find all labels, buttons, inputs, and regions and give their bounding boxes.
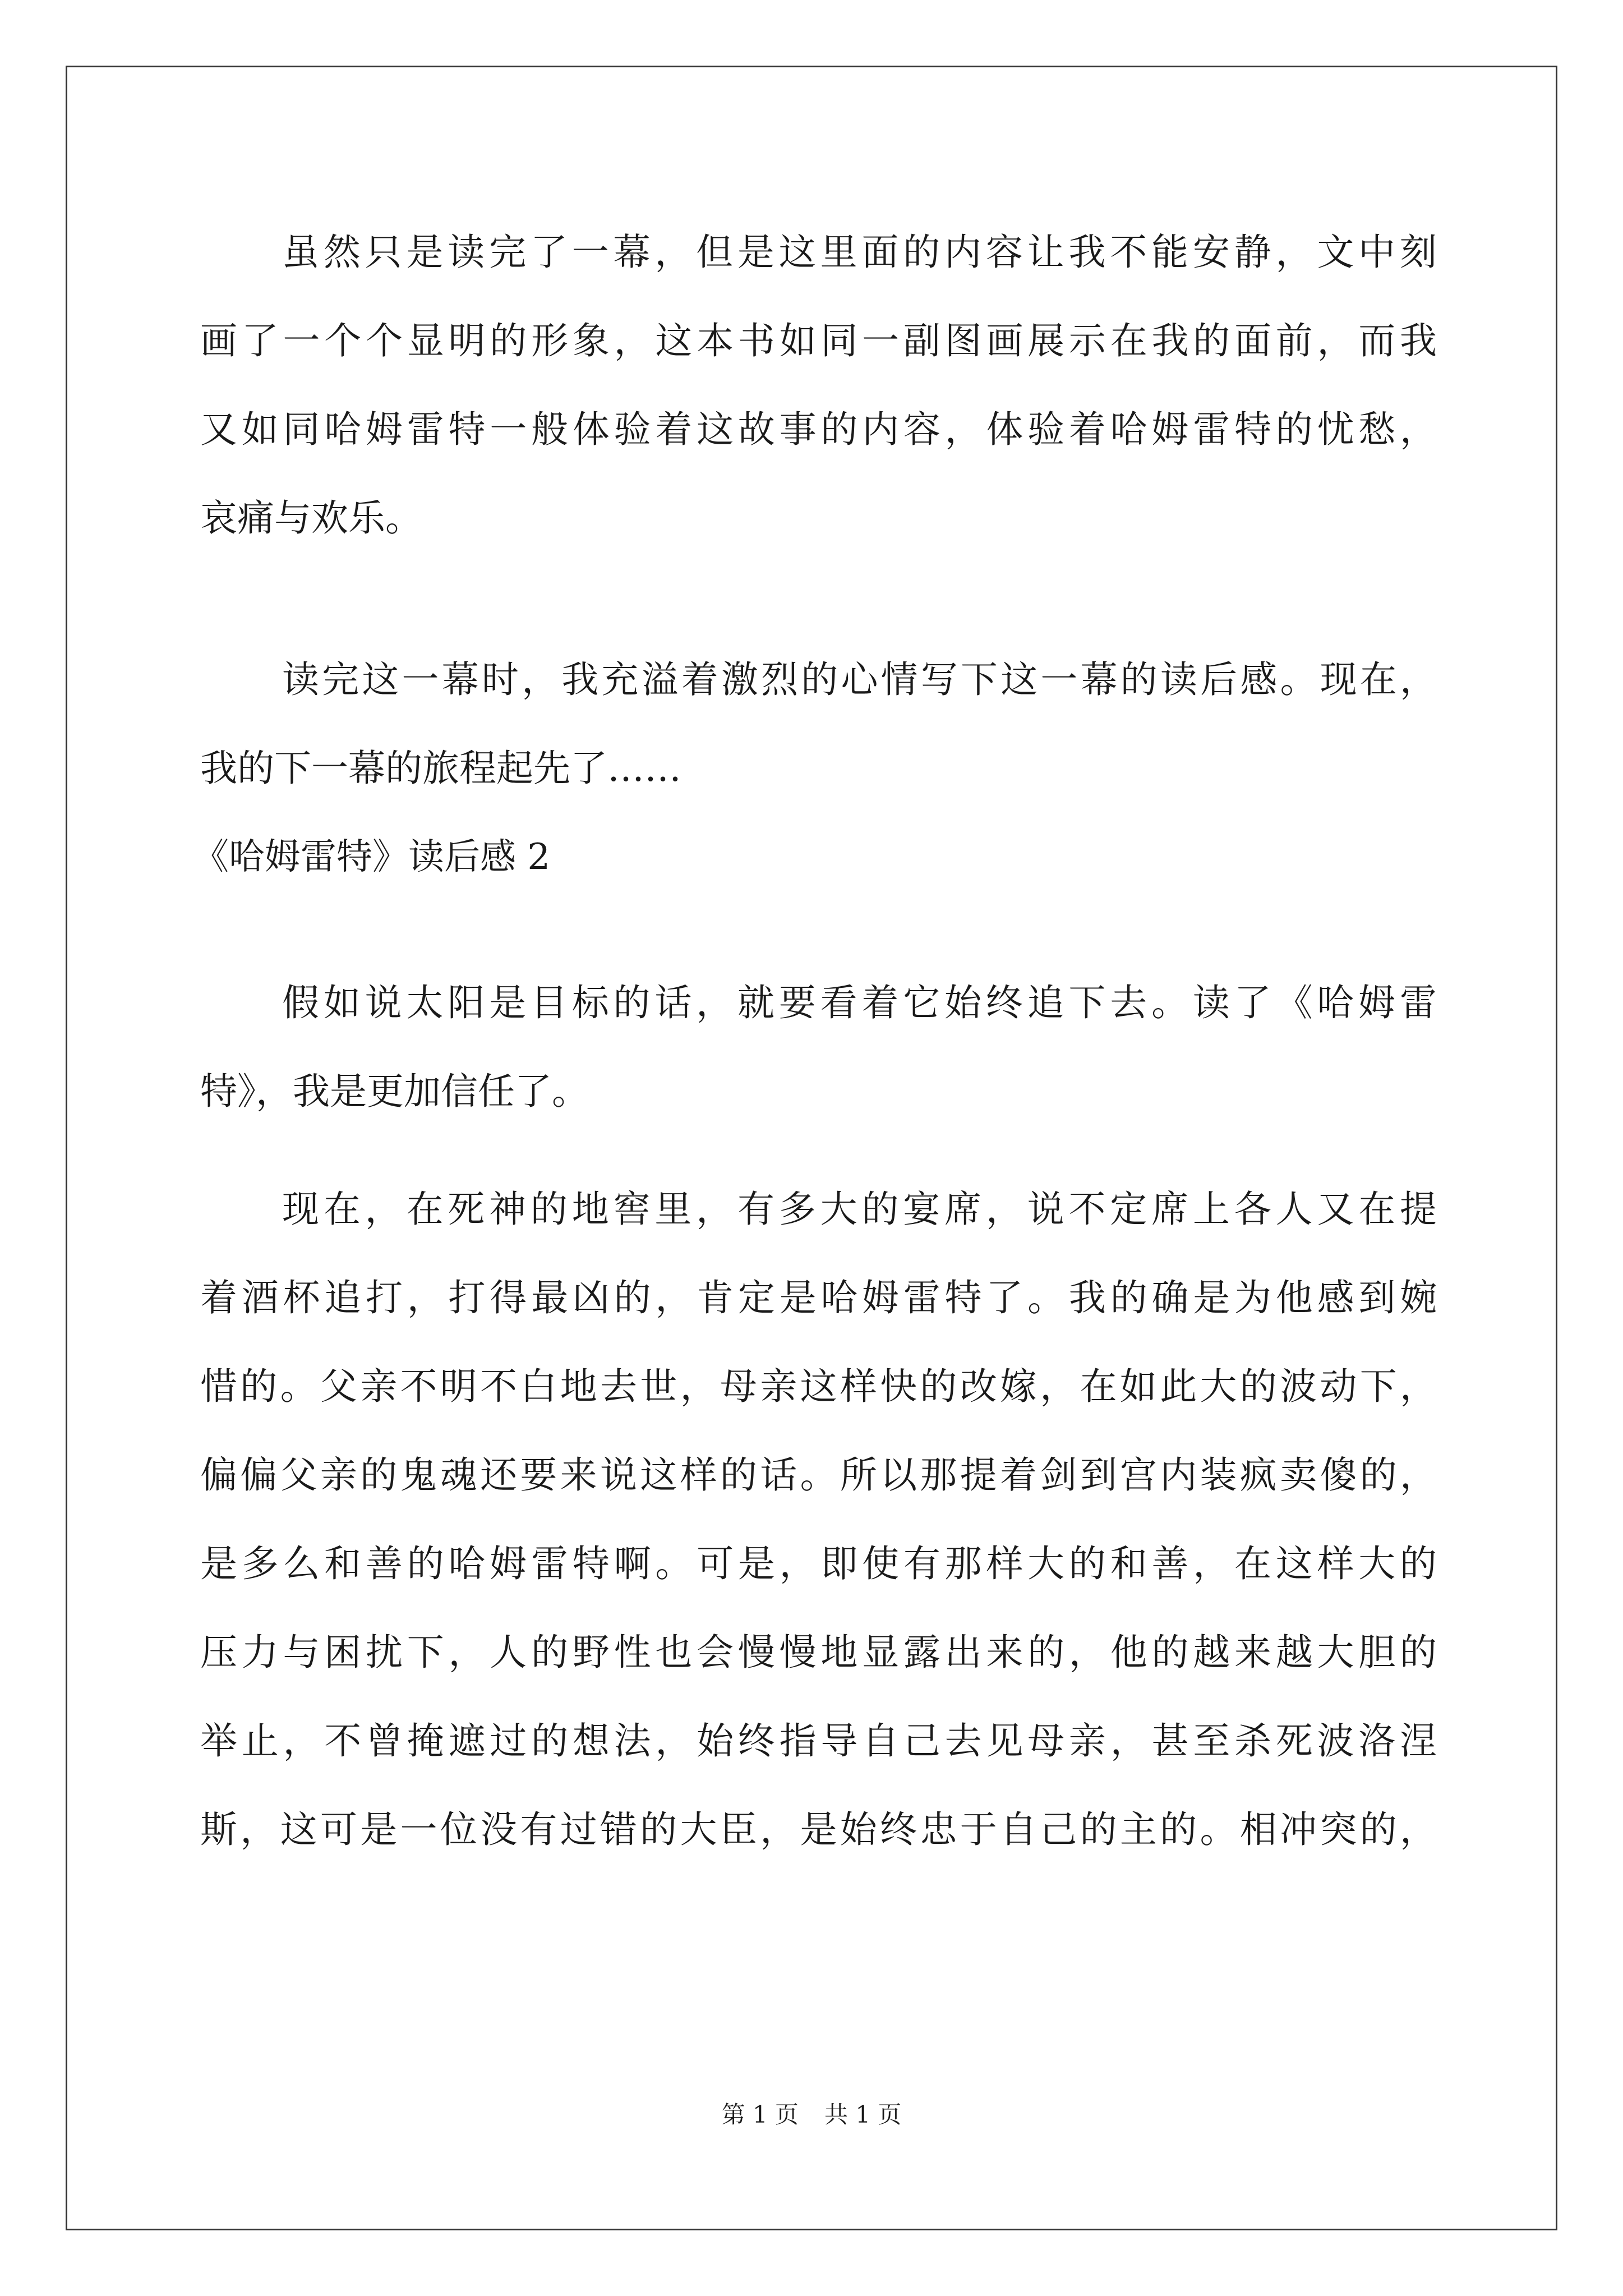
paragraph-line: 是多么和善的哈姆雷特啊。可是，即使有那样大的和善，在这样大的 [200, 1542, 1437, 1585]
paragraph-line: 哀痛与欢乐。 [200, 496, 422, 540]
paragraph-line: 画了一个个显明的形象，这本书如同一副图画展示在我的面前，而我 [200, 319, 1437, 362]
paragraph-line: 斯，这可是一位没有过错的大臣，是始终忠于自己的主的。相冲突的， [200, 1808, 1437, 1851]
page-border [66, 66, 1557, 2230]
paragraph-line: 现在，在死神的地窖里，有多大的宴席，说不定席上各人又在提 [282, 1188, 1437, 1231]
section-heading: 《哈姆雷特》读后感 2 [193, 836, 551, 878]
paragraph-line: 着酒杯追打，打得最凶的，肯定是哈姆雷特了。我的确是为他感到婉 [200, 1276, 1437, 1319]
paragraph-line: 特》，我是更加信任了。 [200, 1070, 589, 1113]
page-total: 共 1 页 [824, 2101, 902, 2128]
paragraph-line: 压力与困扰下，人的野性也会慢慢地显露出来的，他的越来越大胆的 [200, 1631, 1437, 1674]
paragraph-line: 偏偏父亲的鬼魂还要来说这样的话。所以那提着剑到宫内装疯卖傻的， [200, 1453, 1437, 1497]
paragraph-line: 假如说太阳是目标的话，就要看着它始终追下去。读了《哈姆雷 [282, 981, 1437, 1024]
paragraph-line: 举止，不曾掩遮过的想法，始终指导自己去见母亲，甚至杀死波洛涅 [200, 1719, 1437, 1763]
paragraph-line: 惜的。父亲不明不白地去世，母亲这样快的改嫁，在如此大的波动下， [200, 1365, 1437, 1408]
paragraph-line: 又如同哈姆雷特一般体验着这故事的内容，体验着哈姆雷特的忧愁， [200, 408, 1437, 451]
page-number: 第 1 页 [721, 2101, 799, 2128]
paragraph-line: 虽然只是读完了一幕，但是这里面的内容让我不能安静，文中刻 [282, 231, 1437, 274]
paragraph-line: 我的下一幕的旅程起先了…… [200, 747, 681, 790]
paragraph-line: 读完这一幕时，我充溢着激烈的心情写下这一幕的读后感。现在， [282, 658, 1437, 701]
page-footer [0, 2098, 1623, 2132]
